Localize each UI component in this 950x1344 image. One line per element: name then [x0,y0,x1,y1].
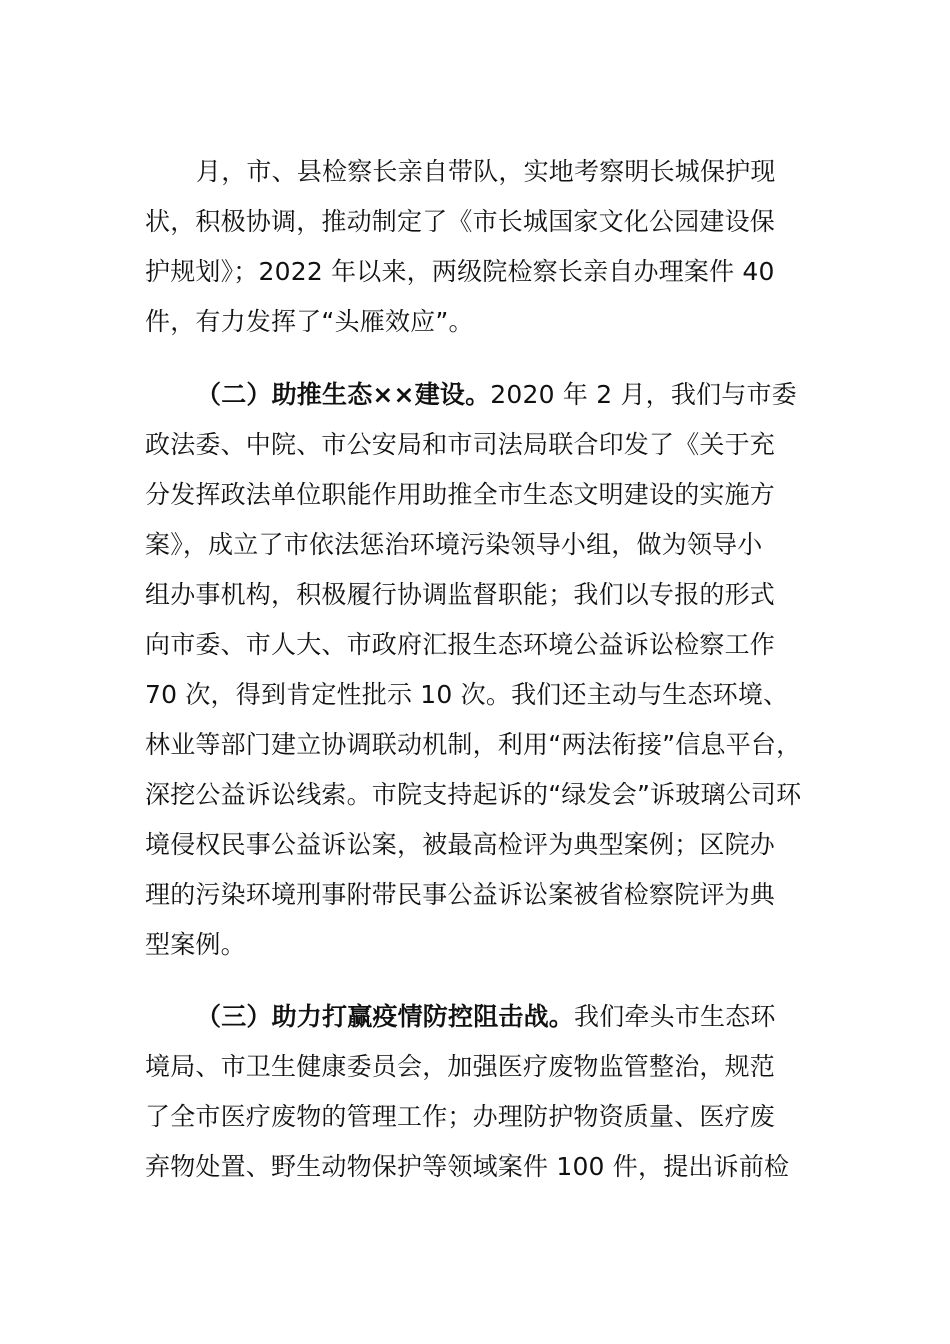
section2-line-4: 组办事机构，积极履行协调监督职能；我们以专报的形式 [145,580,776,609]
paragraph1-line-1: 月，市、县检察长亲自带队，实地考察明长城保护现 [196,157,776,186]
section2-line-5: 向市委、市人大、市政府汇报生态环境公益诉讼检察工作 [145,630,776,659]
paragraph1-line-3: 护规划》；2022 年以来，两级院检察长亲自办理案件 40 [145,257,775,286]
section2-first-line [196,378,797,412]
section2-line-2: 分发挥政法单位职能作用助推全市生态文明建设的实施方 [145,480,776,509]
section2-heading: （二）助推生态××建设。 [196,380,491,409]
section2-line-11: 型案例。 [145,930,246,959]
section2-line-6: 70 次，得到肯定性批示 10 次。我们还主动与生态环境、 [145,680,789,709]
section2-line-7: 林业等部门建立协调联动机制，利用“两法衔接”信息平台， [145,730,802,759]
section2-line-9: 境侵权民事公益诉讼案，被最高检评为典型案例；区院办 [145,830,776,859]
section3-first-line-text: 我们牵头市生态环 [574,1002,776,1031]
section3-line-3: 弃物处置、野生动物保护等领域案件 100 件，提出诉前检 [145,1152,790,1181]
paragraph1-line-2: 状，积极协调，推动制定了《市长城国家文化公园建设保 [145,207,776,236]
section3-line-1: 境局、市卫生健康委员会，加强医疗废物监管整治，规范 [145,1052,776,1081]
section2-line-8: 深挖公益诉讼线索。市院支持起诉的“绿发会”诉玻璃公司环 [145,780,802,809]
section2-line-10: 理的污染环境刑事附带民事公益诉讼案被省检察院评为典 [145,880,776,909]
section3-heading: （三）助力打赢疫情防控阻击战。 [196,1002,575,1031]
section3-line-2: 了全市医疗废物的管理工作；办理防护物资质量、医疗废 [145,1102,776,1131]
section2-line-1: 政法委、中院、市公安局和市司法局联合印发了《关于充 [145,430,776,459]
section2-line-3: 案》，成立了市依法惩治环境污染领导小组，做为领导小 [145,530,763,559]
paragraph1-line-4: 件，有力发挥了“头雁效应”。 [145,307,474,336]
section3-first-line [196,1000,776,1034]
section2-first-line-text: 2020 年 2 月，我们与市委 [490,380,797,409]
